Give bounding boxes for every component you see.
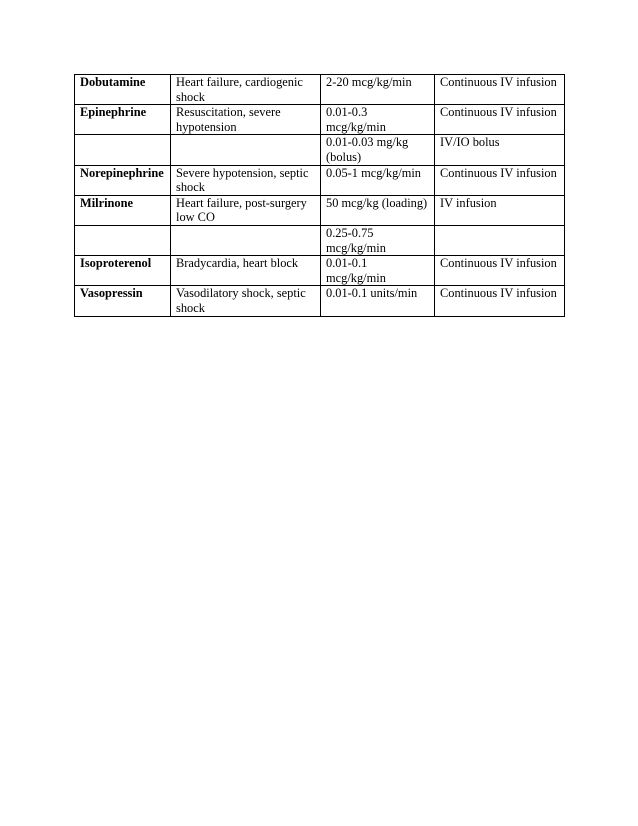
drug-name-cell: Epinephrine xyxy=(75,105,171,135)
table-row xyxy=(75,165,565,195)
route-cell: Continuous IV infusion xyxy=(435,286,565,316)
indication-cell xyxy=(171,135,321,165)
dose-cell: 2-20 mcg/kg/min xyxy=(321,75,435,105)
table-row xyxy=(75,105,565,135)
dose-cell: 0.25-0.75 mcg/kg/min xyxy=(321,225,435,255)
drug-name-cell: Norepinephrine xyxy=(75,165,171,195)
drug-dosing-table xyxy=(74,74,565,317)
table-row xyxy=(75,225,565,255)
dose-cell: 50 mcg/kg (loading) xyxy=(321,195,435,225)
indication-cell: Heart failure, post-surgery low CO xyxy=(171,195,321,225)
table-row xyxy=(75,256,565,286)
drug-name-cell: Dobutamine xyxy=(75,75,171,105)
indication-cell: Heart failure, cardiogenic shock xyxy=(171,75,321,105)
drug-name-cell: Milrinone xyxy=(75,195,171,225)
route-cell: Continuous IV infusion xyxy=(435,75,565,105)
dose-cell: 0.05-1 mcg/kg/min xyxy=(321,165,435,195)
table-row xyxy=(75,195,565,225)
drug-name-cell xyxy=(75,135,171,165)
indication-cell: Severe hypotension, septic shock xyxy=(171,165,321,195)
route-cell: IV/IO bolus xyxy=(435,135,565,165)
drug-name-cell: Isoproterenol xyxy=(75,256,171,286)
indication-cell: Bradycardia, heart block xyxy=(171,256,321,286)
drug-name-cell xyxy=(75,225,171,255)
route-cell: IV infusion xyxy=(435,195,565,225)
route-cell: Continuous IV infusion xyxy=(435,105,565,135)
indication-cell xyxy=(171,225,321,255)
drug-name-cell: Vasopressin xyxy=(75,286,171,316)
table-row xyxy=(75,75,565,105)
route-cell: Continuous IV infusion xyxy=(435,256,565,286)
route-cell xyxy=(435,225,565,255)
indication-cell: Vasodilatory shock, septic shock xyxy=(171,286,321,316)
dose-cell: 0.01-0.03 mg/kg (bolus) xyxy=(321,135,435,165)
route-cell: Continuous IV infusion xyxy=(435,165,565,195)
indication-cell: Resuscitation, severe hypotension xyxy=(171,105,321,135)
table-row xyxy=(75,135,565,165)
table-row xyxy=(75,286,565,316)
dose-cell: 0.01-0.1 units/min xyxy=(321,286,435,316)
dose-cell: 0.01-0.3 mcg/kg/min xyxy=(321,105,435,135)
dose-cell: 0.01-0.1 mcg/kg/min xyxy=(321,256,435,286)
